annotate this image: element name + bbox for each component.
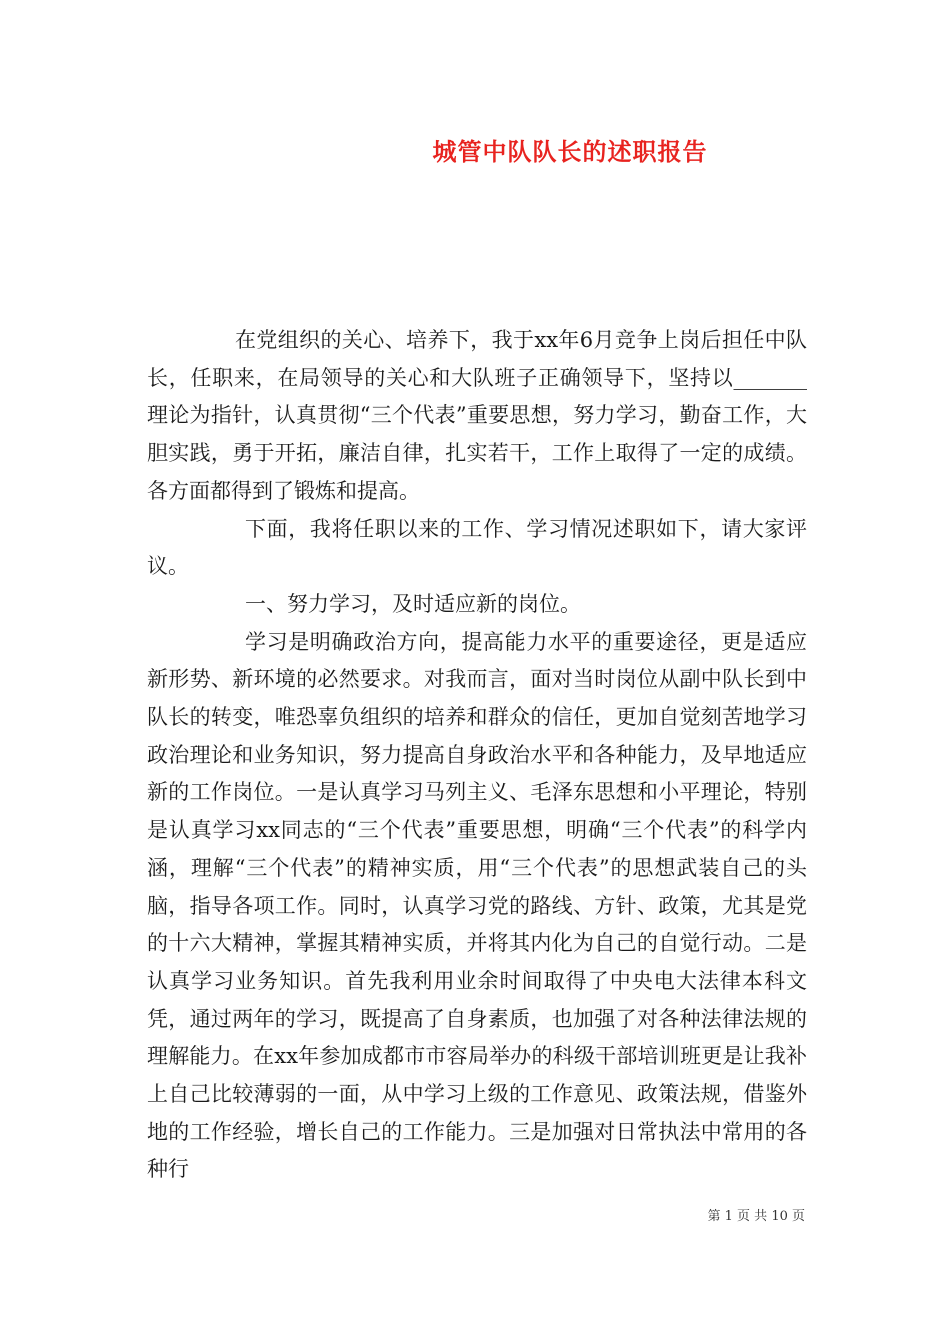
page-number: 第 1 页 共 10 页 (707, 1209, 805, 1224)
section-heading-1: 一、努力学习，及时适应新的岗位。 (245, 591, 581, 616)
paragraph-study: 学习是明确政治方向，提高能力水平的重要途径，更是适应新形势、新环境的必然要求。对我而言，面对当时岗位从副中队长到中队长的转变，唯恐辜负组织的培养和群众的信任，更加自觉刻苦地学习政治理论和业务知识，努力提高自身政治水平和各种能力，及早地适应新的工作岗位。一是认真学习马列主义、毛泽东思想和小平理论，特别是认真学习xx同志的“三个代表”重要思想，明确“三个代表”的科学内涵，理解“三个代表”的精神实质，用“三个代表”的思想武装自己的头脑，指导各项工作。同时，认真学习党的路线、方针、政策，尤其是党的十六大精神，掌握其精神实质，并将其内化为自己的自觉行动。二是认真学习业务知识。首先我利用业余时间取得了中央电大法律本科文凭，通过两年的学习，既提高了自身素质，也加强了对各种法律法规的理解能力。在xx年参加成都市市容局举办的科级干部培训班更是让我补上自己比较薄弱的一面，从中学习上级的工作意见、政策法规，借鉴外地的工作经验，增长自己的工作能力。三是加强对日常执法中常用的各种行 (147, 629, 807, 1182)
paragraph-transition: 下面，我将任职以来的工作、学习情况述职如下，请大家评议。 (147, 516, 807, 579)
document-body (147, 322, 807, 1189)
paragraph-intro: 在党组织的关心、培养下，我于xx年6月竞争上岗后担任中队长，任职来，在局领导的关心和大队班子正确领导下，坚持以_______理论为指针，认真贯彻“三个代表”重要思想，努力学习，勤奋工作，大胆实践，勇于开拓，廉洁自律，扎实若干，工作上取得了一定的成绩。各方面都得到了锻炼和提高。 (147, 328, 807, 503)
document-title: 城管中队队长的述职报告 (432, 137, 708, 166)
